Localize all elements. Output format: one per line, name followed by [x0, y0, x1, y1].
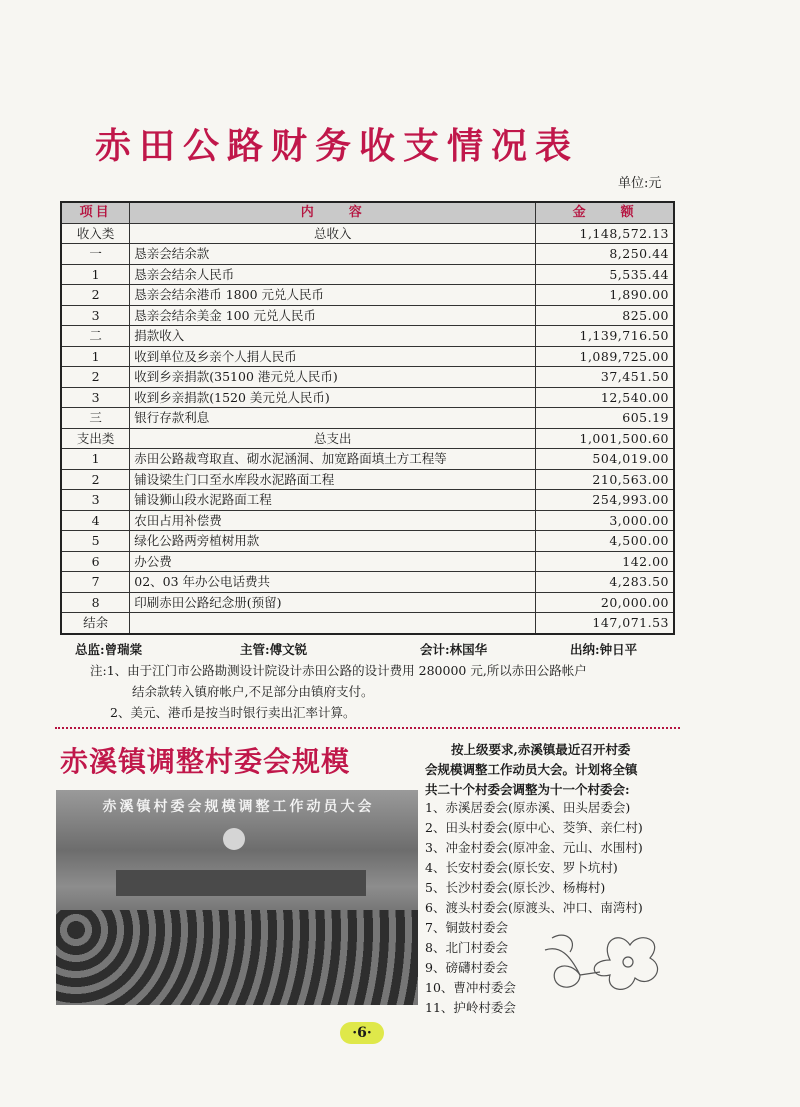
table-row — [61, 551, 674, 572]
row-item: 4 — [61, 510, 130, 531]
village-item: 6、渡头村委会(原渡头、冲口、南湾村) — [425, 900, 643, 915]
signer-manager: 主管:傅文锐 — [240, 642, 308, 657]
row-item: 一 — [61, 244, 130, 265]
note-line: 结余款转入镇府帐户,不足部分由镇府支付。 — [132, 684, 374, 699]
row-item: 收入类 — [61, 223, 130, 244]
row-content: 总支出 — [130, 428, 536, 449]
col-header-amount: 金 额 — [536, 202, 674, 223]
row-content: 恳亲会结余港币 1800 元兑人民币 — [130, 285, 536, 306]
row-content: 赤田公路裁弯取直、砌水泥涵洞、加宽路面填土方工程等 — [130, 449, 536, 470]
row-amount: 5,535.44 — [536, 264, 674, 285]
row-content: 银行存款利息 — [130, 408, 536, 429]
row-item: 5 — [61, 531, 130, 552]
row-amount: 1,089,725.00 — [536, 346, 674, 367]
row-content: 铺设梁生门口至水库段水泥路面工程 — [130, 469, 536, 490]
table-row — [61, 572, 674, 593]
row-item: 1 — [61, 449, 130, 470]
village-item: 1、赤溪居委会(原赤溪、田头居委会) — [425, 800, 631, 815]
row-amount: 504,019.00 — [536, 449, 674, 470]
note-line: 2、美元、港币是按当时银行卖出汇率计算。 — [110, 705, 356, 720]
photo-crowd — [56, 910, 418, 1005]
table-row — [61, 510, 674, 531]
row-item: 7 — [61, 572, 130, 593]
emblem-icon — [223, 828, 245, 850]
village-item: 2、田头村委会(原中心、茭笋、亲仁村) — [425, 820, 643, 835]
photo-banner: 赤溪镇村委会规模调整工作动员大会 — [102, 799, 375, 815]
village-item: 3、冲金村委会(原冲金、元山、水围村) — [425, 840, 643, 855]
row-content: 农田占用补偿费 — [130, 510, 536, 531]
row-content: 收到单位及乡亲个人捐人民币 — [130, 346, 536, 367]
row-amount: 4,283.50 — [536, 572, 674, 593]
row-amount: 147,071.53 — [536, 613, 674, 634]
table-row — [61, 592, 674, 613]
row-content: 恳亲会结余美金 100 元兑人民币 — [130, 305, 536, 326]
table-row — [61, 469, 674, 490]
row-content: 印刷赤田公路纪念册(预留) — [130, 592, 536, 613]
row-amount: 12,540.00 — [536, 387, 674, 408]
row-amount: 825.00 — [536, 305, 674, 326]
row-item: 三 — [61, 408, 130, 429]
row-amount: 605.19 — [536, 408, 674, 429]
flower-illustration-icon — [540, 920, 670, 1000]
row-amount: 8,250.44 — [536, 244, 674, 265]
row-content — [130, 613, 536, 634]
row-content: 办公费 — [130, 551, 536, 572]
row-amount: 4,500.00 — [536, 531, 674, 552]
table-row — [61, 346, 674, 367]
table-row — [61, 285, 674, 306]
table-row — [61, 326, 674, 347]
village-item: 7、铜鼓村委会 — [425, 920, 508, 935]
row-item: 二 — [61, 326, 130, 347]
row-amount: 1,148,572.13 — [536, 223, 674, 244]
row-amount: 1,001,500.60 — [536, 428, 674, 449]
row-item: 2 — [61, 367, 130, 388]
row-amount: 1,890.00 — [536, 285, 674, 306]
row-amount: 1,139,716.50 — [536, 326, 674, 347]
row-content: 02、03 年办公电话费共 — [130, 572, 536, 593]
table-row — [61, 428, 674, 449]
intro-line: 会规模调整工作动员大会。计划将全镇 — [425, 762, 638, 777]
signer-supervisor: 总监:曾瑞棠 — [75, 642, 143, 657]
village-item: 4、长安村委会(原长安、罗卜坑村) — [425, 860, 618, 875]
table-row — [61, 223, 674, 244]
table-row — [61, 449, 674, 470]
row-content: 恳亲会结余人民币 — [130, 264, 536, 285]
row-amount: 37,451.50 — [536, 367, 674, 388]
photo-stage — [116, 870, 366, 896]
table-row — [61, 613, 674, 634]
table-row — [61, 490, 674, 511]
row-item: 2 — [61, 285, 130, 306]
row-content: 总收入 — [130, 223, 536, 244]
table-row — [61, 531, 674, 552]
row-item: 3 — [61, 305, 130, 326]
row-item: 6 — [61, 551, 130, 572]
row-item: 2 — [61, 469, 130, 490]
row-amount: 3,000.00 — [536, 510, 674, 531]
row-content: 绿化公路两旁植树用款 — [130, 531, 536, 552]
village-item: 9、磅礴村委会 — [425, 960, 508, 975]
row-item: 3 — [61, 490, 130, 511]
table-row — [61, 305, 674, 326]
row-item: 结余 — [61, 613, 130, 634]
signer-cashier: 出纳:钟日平 — [570, 642, 638, 657]
row-content: 收到乡亲捐款(1520 美元兑人民币) — [130, 387, 536, 408]
row-item: 8 — [61, 592, 130, 613]
page-title: 赤田公路财务收支情况表 — [95, 125, 580, 167]
row-item: 1 — [61, 264, 130, 285]
table-row — [61, 367, 674, 388]
row-content: 铺设狮山段水泥路面工程 — [130, 490, 536, 511]
intro-line: 共二十个村委会调整为十一个村委会: — [425, 782, 630, 797]
row-amount: 254,993.00 — [536, 490, 674, 511]
row-item: 3 — [61, 387, 130, 408]
table-row — [61, 264, 674, 285]
finance-table — [60, 201, 675, 635]
row-amount: 210,563.00 — [536, 469, 674, 490]
note-line: 注:1、由于江门市公路勘测设计院设计赤田公路的设计费用 280000 元,所以赤田公路帐户 — [90, 663, 587, 678]
village-item: 5、长沙村委会(原长沙、杨梅村) — [425, 880, 606, 895]
table-row — [61, 408, 674, 429]
row-content: 捐款收入 — [130, 326, 536, 347]
village-item: 11、护岭村委会 — [425, 1000, 516, 1015]
col-header-content: 内 容 — [130, 202, 536, 223]
intro-line: 按上级要求,赤溪镇最近召开村委 — [451, 742, 631, 757]
signer-accountant: 会计:林国华 — [420, 642, 488, 657]
page-number: ·6· — [340, 1022, 384, 1044]
col-header-item: 项目 — [61, 202, 130, 223]
article-intro — [425, 740, 685, 800]
article-title: 赤溪镇调整村委会规模 — [60, 745, 351, 778]
row-item: 1 — [61, 346, 130, 367]
village-item: 10、曹冲村委会 — [425, 980, 516, 995]
row-amount: 142.00 — [536, 551, 674, 572]
meeting-photo — [56, 790, 418, 1005]
table-row — [61, 387, 674, 408]
row-content: 收到乡亲捐款(35100 港元兑人民币) — [130, 367, 536, 388]
unit-label: 单位:元 — [618, 176, 662, 191]
village-item: 8、北门村委会 — [425, 940, 508, 955]
table-row — [61, 244, 674, 265]
notes — [90, 660, 690, 723]
section-divider — [55, 727, 680, 729]
row-content: 恳亲会结余款 — [130, 244, 536, 265]
row-item: 支出类 — [61, 428, 130, 449]
table-header-row — [61, 202, 674, 223]
row-amount: 20,000.00 — [536, 592, 674, 613]
